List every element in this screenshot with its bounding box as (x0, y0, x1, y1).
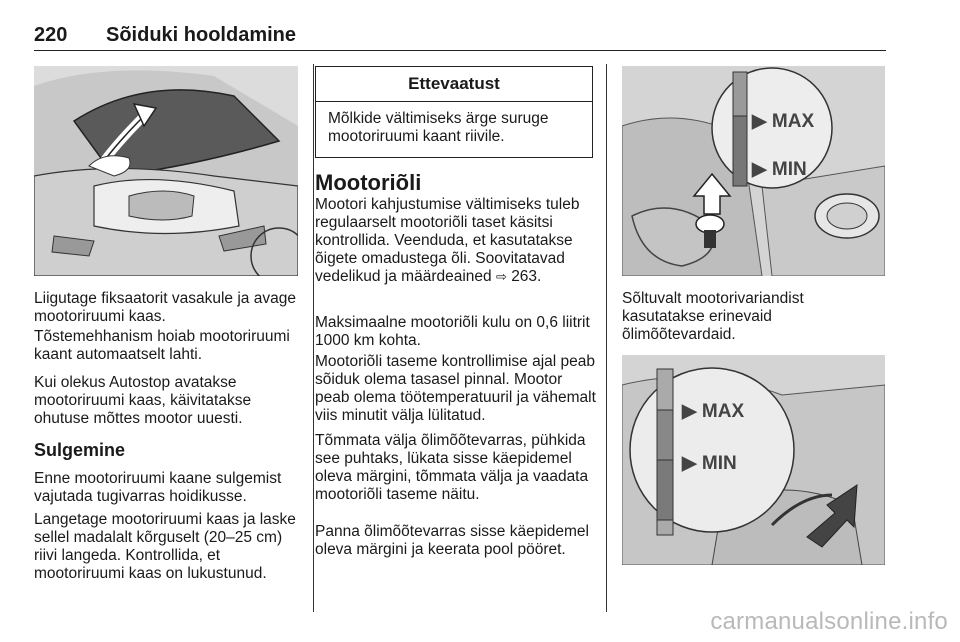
dipstick2-max-label: ▶ MAX (682, 401, 745, 422)
paragraph-level-conditions: Mootoriõli taseme kontrollimise ajal peab sõiduk olema tasasel pinnal. Mootor peab olema töötemperatuuril ja vähemalt viis minutit välja lülitatud. (315, 353, 596, 424)
engine-dipstick-illustration-2 (622, 355, 885, 565)
column-divider-left (313, 64, 314, 612)
heading-engine-oil: Mootoriõli (315, 170, 422, 195)
column-divider-right (606, 64, 607, 612)
caution-text: Mõlkide vältimiseks ärge suruge mootoriruumi kaant riivile. (328, 110, 549, 145)
caution-title: Ettevaatust (316, 67, 592, 102)
paragraph-oil-check (315, 196, 593, 286)
paragraph-open-hood: Liigutage fiksaatorit vasakule ja avage mootoriruumi kaas. (34, 290, 296, 325)
dipstick1-min-label: ▶ MIN (752, 159, 807, 180)
figure-caption-variants: Sõltuvalt mootorivariandist kasutatakse erinevaid õlimõõtevardaid. (622, 290, 804, 343)
paragraph-autostop: Kui olekus Autostop avatakse mootoriruumi kaas, käivitatakse ohutuse mõttes mootor uuesti. (34, 374, 252, 427)
caution-box (315, 66, 593, 158)
engine-dipstick-illustration-1 (622, 66, 885, 276)
page-header (34, 22, 886, 51)
paragraph-pull-dipstick: Tõmmata välja õlimõõtevarras, pühkida see puhtaks, lükata sisse käepidemel oleva märgini, tõmmata välja ja vaadata mootoriõli taseme näitu. (315, 432, 589, 503)
heading-closing: Sulgemine (34, 440, 126, 460)
watermark-text: carmanualsonline.info (710, 608, 948, 635)
paragraph-insert-dipstick: Panna õlimõõtevarras sisse käepidemel oleva märgini ja keerata pool pööret. (315, 523, 589, 558)
paragraph-lower-hood: Langetage mootoriruumi kaas ja laske sellel madalalt kõrguselt (20–25 cm) riivi langeda. Kontrollida, et mootoriruumi kaas on lukustunud. (34, 511, 296, 582)
paragraph-support-rod: Enne mootoriruumi kaane sulgemist vajutada tugivarras hoidikusse. (34, 470, 282, 505)
page-reference-link[interactable]: 263. (511, 268, 542, 285)
car-hood-illustration (34, 66, 298, 276)
page-number: 220 (34, 24, 68, 46)
arrow-reference-icon: ⇨ (495, 269, 507, 284)
dipstick1-max-label: ▶ MAX (752, 111, 815, 132)
page-title: Sõiduki hooldamine (106, 24, 297, 46)
paragraph-oil-consumption: Maksimaalne mootoriõli kulu on 0,6 liitrit 1000 km kohta. (315, 314, 590, 349)
dipstick2-min-label: ▶ MIN (682, 453, 737, 474)
paragraph-lift-mechanism: Tõstemehhanism hoiab mootoriruumi kaant automaatselt lahti. (34, 328, 290, 363)
paragraph-oil-check-text: Mootori kahjustumise vältimiseks tuleb regulaarselt mootoriõli taset käsitsi kontrollida. Veenduda, et kasutatakse õigete omadustega õli. Soovitatavad vedelikud ja määrdeained (315, 196, 580, 285)
